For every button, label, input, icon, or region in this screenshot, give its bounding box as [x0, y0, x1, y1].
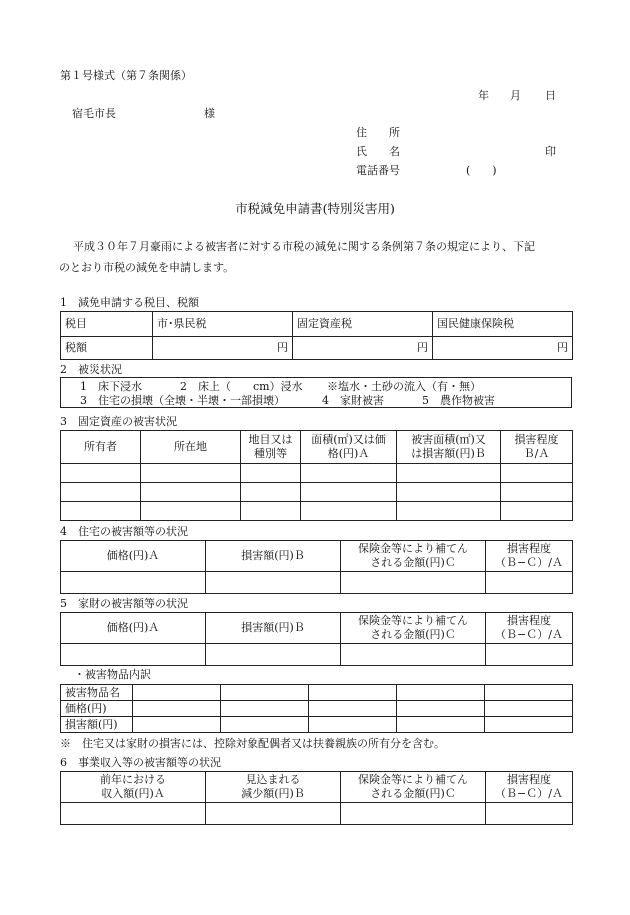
house-col-insurance: 保険金等により補てん される金額(円)Ｃ [341, 541, 486, 572]
form-number: 第１号様式（第７条関係） [60, 69, 192, 82]
house-col-ratio: 損害程度 （Ｂ−Ｃ）/Ａ [486, 541, 573, 572]
status-option-1[interactable]: 1 床下浸水 [80, 380, 142, 393]
income-cell[interactable] [341, 803, 486, 825]
business-income-table [60, 771, 573, 825]
asset-cell[interactable] [241, 464, 301, 483]
asset-col-landtype: 地目又は 種別等 [241, 431, 301, 464]
items-cell[interactable] [485, 685, 573, 701]
asset-cell[interactable] [501, 502, 573, 521]
tax-amount-resident[interactable]: 円 [153, 337, 293, 360]
items-cell[interactable] [485, 717, 573, 733]
items-cell[interactable] [133, 685, 221, 701]
date-year: 年 [478, 89, 489, 102]
addressee-sama: 様 [204, 107, 215, 120]
asset-cell[interactable] [397, 464, 501, 483]
address-label: 住 所 [356, 126, 400, 139]
section-1-heading: 1 減免申請する税目、税額 [60, 296, 199, 309]
goods-col-insurance: 保険金等により補てん される金額(円)Ｃ [341, 613, 486, 644]
income-col-prior: 前年における 収入額(円)Ａ [61, 772, 206, 803]
items-row-damage: 損害額(円) [61, 717, 133, 733]
intro-line-2: のとおり市税の減免を申請します。 [59, 261, 235, 274]
page-title: 市税減免申請書(特別災害用) [235, 201, 395, 216]
items-cell[interactable] [133, 701, 221, 717]
house-cell[interactable] [486, 572, 573, 594]
asset-col-area-price: 面積(㎡)又は価 格(円)Ａ [301, 431, 397, 464]
fixed-asset-table [60, 430, 573, 521]
asset-cell[interactable] [141, 464, 241, 483]
items-cell[interactable] [397, 717, 485, 733]
asset-cell[interactable] [397, 502, 501, 521]
house-damage-table [60, 540, 573, 594]
asset-col-location: 所在地 [141, 431, 241, 464]
asset-cell[interactable] [61, 483, 141, 502]
items-cell[interactable] [309, 685, 397, 701]
items-cell[interactable] [397, 701, 485, 717]
goods-col-price: 価格(円)Ａ [61, 613, 206, 644]
asset-cell[interactable] [301, 464, 397, 483]
asset-cell[interactable] [301, 483, 397, 502]
phone-label: 電話番号 [356, 164, 400, 177]
date-month: 月 [510, 89, 521, 102]
asset-col-ratio: 損害程度 Ｂ/Ａ [501, 431, 573, 464]
status-note-salt[interactable]: ※塩水・土砂の流入（有・無） [327, 380, 481, 393]
asset-cell[interactable] [61, 464, 141, 483]
household-goods-table [60, 612, 573, 666]
section-3-heading: 3 固定資産の被害状況 [60, 415, 177, 428]
status-option-4[interactable]: 4 家財被害 [322, 394, 384, 407]
goods-col-damage: 損害額(円)Ｂ [206, 613, 341, 644]
items-row-price: 価格(円) [61, 701, 133, 717]
status-option-2[interactable]: 2 床上（ cm）浸水 [180, 380, 303, 393]
goods-cell[interactable] [61, 644, 206, 666]
income-cell[interactable] [61, 803, 206, 825]
items-cell[interactable] [309, 701, 397, 717]
house-cell[interactable] [61, 572, 206, 594]
section-4-heading: 4 住宅の被害額等の状況 [60, 525, 188, 538]
goods-cell[interactable] [341, 644, 486, 666]
tax-item-label: 税目 [61, 312, 153, 337]
items-heading: ・被害物品内訳 [74, 668, 151, 681]
asset-cell[interactable] [501, 483, 573, 502]
tax-item-property: 固定資産税 [293, 312, 433, 337]
items-cell[interactable] [309, 717, 397, 733]
tax-amount-property[interactable]: 円 [293, 337, 433, 360]
section-5-heading: 5 家財の被害額等の状況 [60, 597, 188, 610]
income-col-insurance: 保険金等により補てん される金額(円)Ｃ [341, 772, 486, 803]
house-col-price: 価格(円)Ａ [61, 541, 206, 572]
asset-cell[interactable] [141, 502, 241, 521]
tax-item-resident: 市･県民税 [153, 312, 293, 337]
asset-cell[interactable] [241, 502, 301, 521]
income-col-decrease: 見込まれる 減少額(円)Ｂ [206, 772, 341, 803]
house-cell[interactable] [341, 572, 486, 594]
asset-cell[interactable] [141, 483, 241, 502]
asset-cell[interactable] [241, 483, 301, 502]
goods-cell[interactable] [206, 644, 341, 666]
items-cell[interactable] [221, 685, 309, 701]
items-row-name: 被害物品名 [61, 685, 133, 701]
damaged-items-table [60, 684, 573, 733]
items-cell[interactable] [133, 717, 221, 733]
tax-table [60, 311, 573, 360]
income-cell[interactable] [206, 803, 341, 825]
note-dependents: ※ 住宅又は家財の損害には、控除対象配偶者又は扶養親族の所有分を含む。 [60, 737, 445, 750]
house-cell[interactable] [206, 572, 341, 594]
asset-cell[interactable] [501, 464, 573, 483]
tax-amount-label: 税額 [61, 337, 153, 360]
asset-cell[interactable] [301, 502, 397, 521]
addressee-mayor: 宿毛市長 [72, 107, 116, 120]
items-cell[interactable] [485, 701, 573, 717]
items-cell[interactable] [221, 701, 309, 717]
income-cell[interactable] [486, 803, 573, 825]
status-option-5[interactable]: 5 農作物被害 [422, 394, 495, 407]
asset-cell[interactable] [397, 483, 501, 502]
tax-item-health: 国民健康保険税 [433, 312, 573, 337]
phone-paren: ( ) [466, 164, 497, 177]
items-cell[interactable] [221, 717, 309, 733]
asset-col-damage: 被害面積(㎡)又 は損害額(円)Ｂ [397, 431, 501, 464]
items-cell[interactable] [397, 685, 485, 701]
status-option-3[interactable]: 3 住宅の損壊（全壊・半壊・一部損壊） [80, 394, 285, 407]
date-day: 日 [545, 89, 556, 102]
section-6-heading: 6 事業収入等の被害額等の状況 [60, 756, 221, 769]
income-col-ratio: 損害程度 （Ｂ−Ｃ）/Ａ [486, 772, 573, 803]
asset-cell[interactable] [61, 502, 141, 521]
seal-mark: 印 [545, 145, 556, 158]
goods-cell[interactable] [486, 644, 573, 666]
tax-amount-health[interactable]: 円 [433, 337, 573, 360]
intro-line-1: 平成３０年７月豪雨による被害者に対する市税の減免に関する条例第７条の規定により、下記 [73, 240, 535, 253]
name-label: 氏 名 [356, 145, 400, 158]
section-2-heading: 2 被災状況 [60, 363, 122, 376]
goods-col-ratio: 損害程度 （Ｂ−Ｃ）/Ａ [486, 613, 573, 644]
asset-col-owner: 所有者 [61, 431, 141, 464]
house-col-damage: 損害額(円)Ｂ [206, 541, 341, 572]
